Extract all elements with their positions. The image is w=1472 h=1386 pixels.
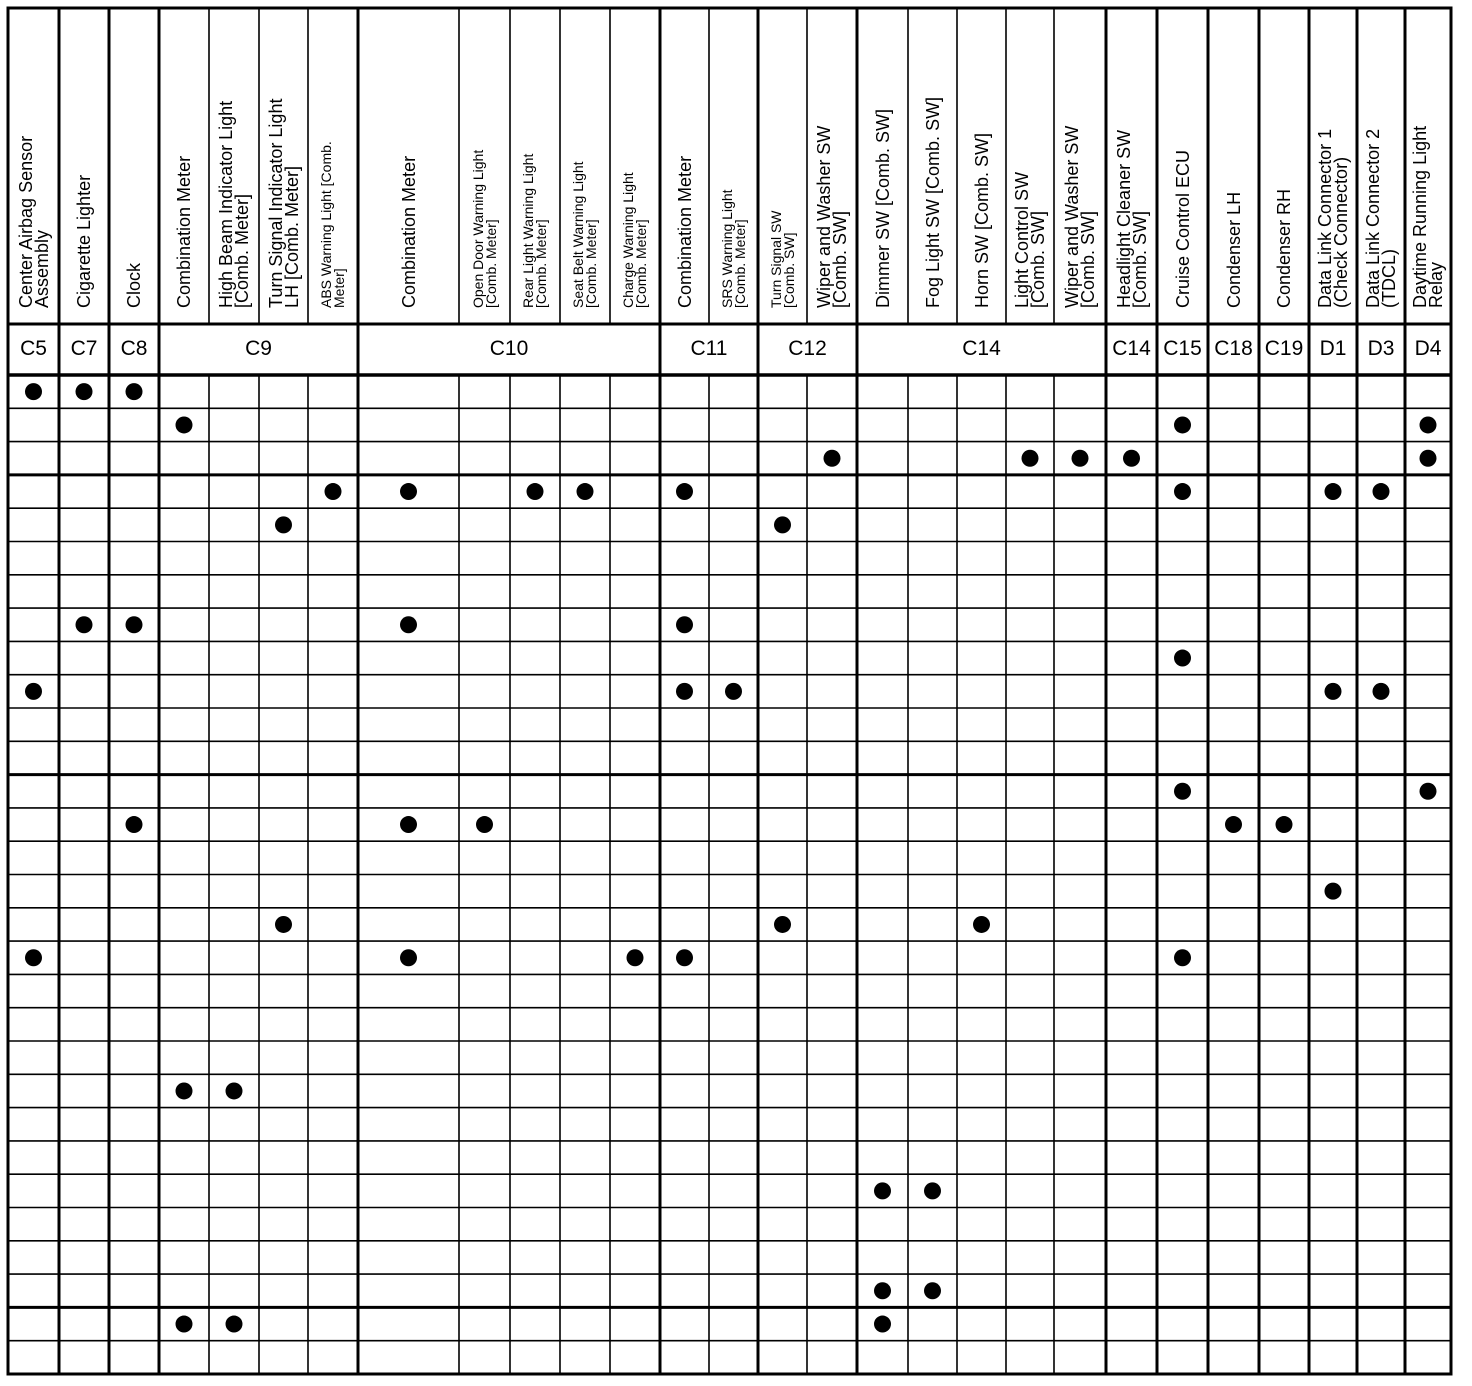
connection-dot — [627, 949, 644, 966]
connection-dot — [25, 383, 42, 400]
column-header: Combination Meter — [174, 155, 194, 308]
connection-dot — [1072, 450, 1089, 467]
column-header: Data Link Connector 2 (TDCL) — [1363, 128, 1399, 308]
connection-dot — [1420, 416, 1437, 433]
connection-dot — [1174, 483, 1191, 500]
connection-dot — [1420, 783, 1437, 800]
column-header: Open Door Warning Light [Comb. Meter] — [469, 149, 499, 308]
connection-dot — [527, 483, 544, 500]
column-header: Condenser LH — [1223, 191, 1244, 308]
connection-dot — [874, 1316, 891, 1333]
connector-code: C10 — [489, 337, 529, 360]
connector-code: C7 — [70, 337, 98, 360]
column-header: Dimmer SW [Comb. SW] — [872, 108, 893, 308]
connection-dot — [874, 1182, 891, 1199]
connection-dot — [176, 1082, 193, 1099]
connection-dot — [1373, 483, 1390, 500]
connection-dot — [577, 483, 594, 500]
connection-dot — [676, 483, 693, 500]
connection-dot — [76, 383, 93, 400]
connection-dot — [25, 949, 42, 966]
column-header: SRS Warning Light [Comb. Meter] — [718, 189, 748, 308]
connection-dot — [924, 1282, 941, 1299]
connection-dot — [400, 949, 417, 966]
column-header: Wiper and Washer SW [Comb. SW] — [814, 125, 850, 308]
column-header: Cruise Control ECU — [1172, 149, 1193, 308]
connection-dot — [1325, 683, 1342, 700]
connection-dot — [1174, 650, 1191, 667]
connection-dot — [325, 483, 342, 500]
connection-dot — [1174, 949, 1191, 966]
connection-dot — [1174, 416, 1191, 433]
connection-dot — [400, 816, 417, 833]
connection-dot — [1276, 816, 1293, 833]
connector-code: D4 — [1414, 337, 1442, 360]
column-header: Turn Signal Indicator Light LH [Comb. Meter] — [265, 98, 302, 308]
column-header: High Beam Indicator Light [Comb. Meter] — [216, 100, 252, 308]
connection-dot — [924, 1182, 941, 1199]
connection-dot — [676, 683, 693, 700]
connection-dot — [126, 816, 143, 833]
column-header: Headlight Cleaner SW [Comb. SW] — [1113, 129, 1150, 308]
column-header: Combination Meter — [398, 155, 419, 308]
connector-code: C15 — [1163, 337, 1202, 360]
connection-dot — [226, 1316, 243, 1333]
connector-code: D1 — [1319, 337, 1347, 360]
column-header: Wiper and Washer SW [Comb. SW] — [1062, 125, 1098, 308]
column-header: Fog Light SW [Comb. SW] — [922, 96, 943, 308]
connection-dot — [275, 916, 292, 933]
column-header: Combination Meter — [674, 155, 695, 308]
connection-dot — [176, 1316, 193, 1333]
connection-dot — [126, 616, 143, 633]
connection-dot — [1022, 450, 1039, 467]
connection-dot — [1123, 450, 1140, 467]
connection-dot — [676, 949, 693, 966]
column-header: Light Control SW [Comb. SW] — [1012, 171, 1048, 308]
connection-dot — [1325, 883, 1342, 900]
connection-dot — [774, 916, 791, 933]
connection-dot — [476, 816, 493, 833]
connection-dot — [676, 616, 693, 633]
connection-dot — [25, 683, 42, 700]
connection-dot — [400, 616, 417, 633]
column-header: ABS Warning Light [Comb. Meter] — [318, 141, 347, 308]
column-header: Seat Belt Warning Light [Comb. Meter] — [570, 161, 599, 308]
connection-dot — [1325, 483, 1342, 500]
connector-code: C18 — [1214, 337, 1253, 360]
column-header: Horn SW [Comb. SW] — [971, 132, 992, 308]
connection-dot — [874, 1282, 891, 1299]
column-header: Turn Signal SW [Comb. SW] — [767, 210, 797, 308]
connection-dot — [176, 416, 193, 433]
connection-dot — [774, 516, 791, 533]
column-header: Cigarette Lighter — [74, 174, 94, 308]
connector-code: C19 — [1264, 337, 1304, 360]
connection-dot — [400, 483, 417, 500]
connection-dot — [1420, 450, 1437, 467]
connector-code: C14 — [1112, 337, 1151, 360]
connection-dot — [226, 1082, 243, 1099]
connector-code: C12 — [788, 337, 827, 360]
connector-code: C11 — [690, 337, 728, 360]
connection-dot — [973, 916, 990, 933]
connector-code: C8 — [120, 337, 148, 360]
column-header: Daytime Running Light Relay — [1410, 125, 1446, 308]
column-header: Rear Light Warning Light [Comb. Meter] — [520, 153, 549, 308]
connection-dot — [1174, 783, 1191, 800]
column-header: Center Airbag Sensor Assembly — [15, 135, 52, 308]
connection-dot — [126, 383, 143, 400]
connector-code: C5 — [20, 337, 47, 360]
column-header: Charge Warning Light [Comb. Meter] — [620, 172, 649, 308]
connection-dot — [1373, 683, 1390, 700]
connection-dot — [275, 516, 292, 533]
column-header: Condenser RH — [1274, 188, 1294, 308]
column-header: Clock — [124, 262, 144, 308]
connection-dot — [725, 683, 742, 700]
connector-code: C14 — [962, 337, 1001, 360]
column-header: Data Link Connector 1 (Check Connector) — [1315, 128, 1351, 308]
connection-dot — [824, 450, 841, 467]
connection-dot — [1225, 816, 1242, 833]
connector-code: C9 — [245, 337, 272, 360]
connection-dot — [76, 616, 93, 633]
connector-code: D3 — [1367, 337, 1395, 360]
